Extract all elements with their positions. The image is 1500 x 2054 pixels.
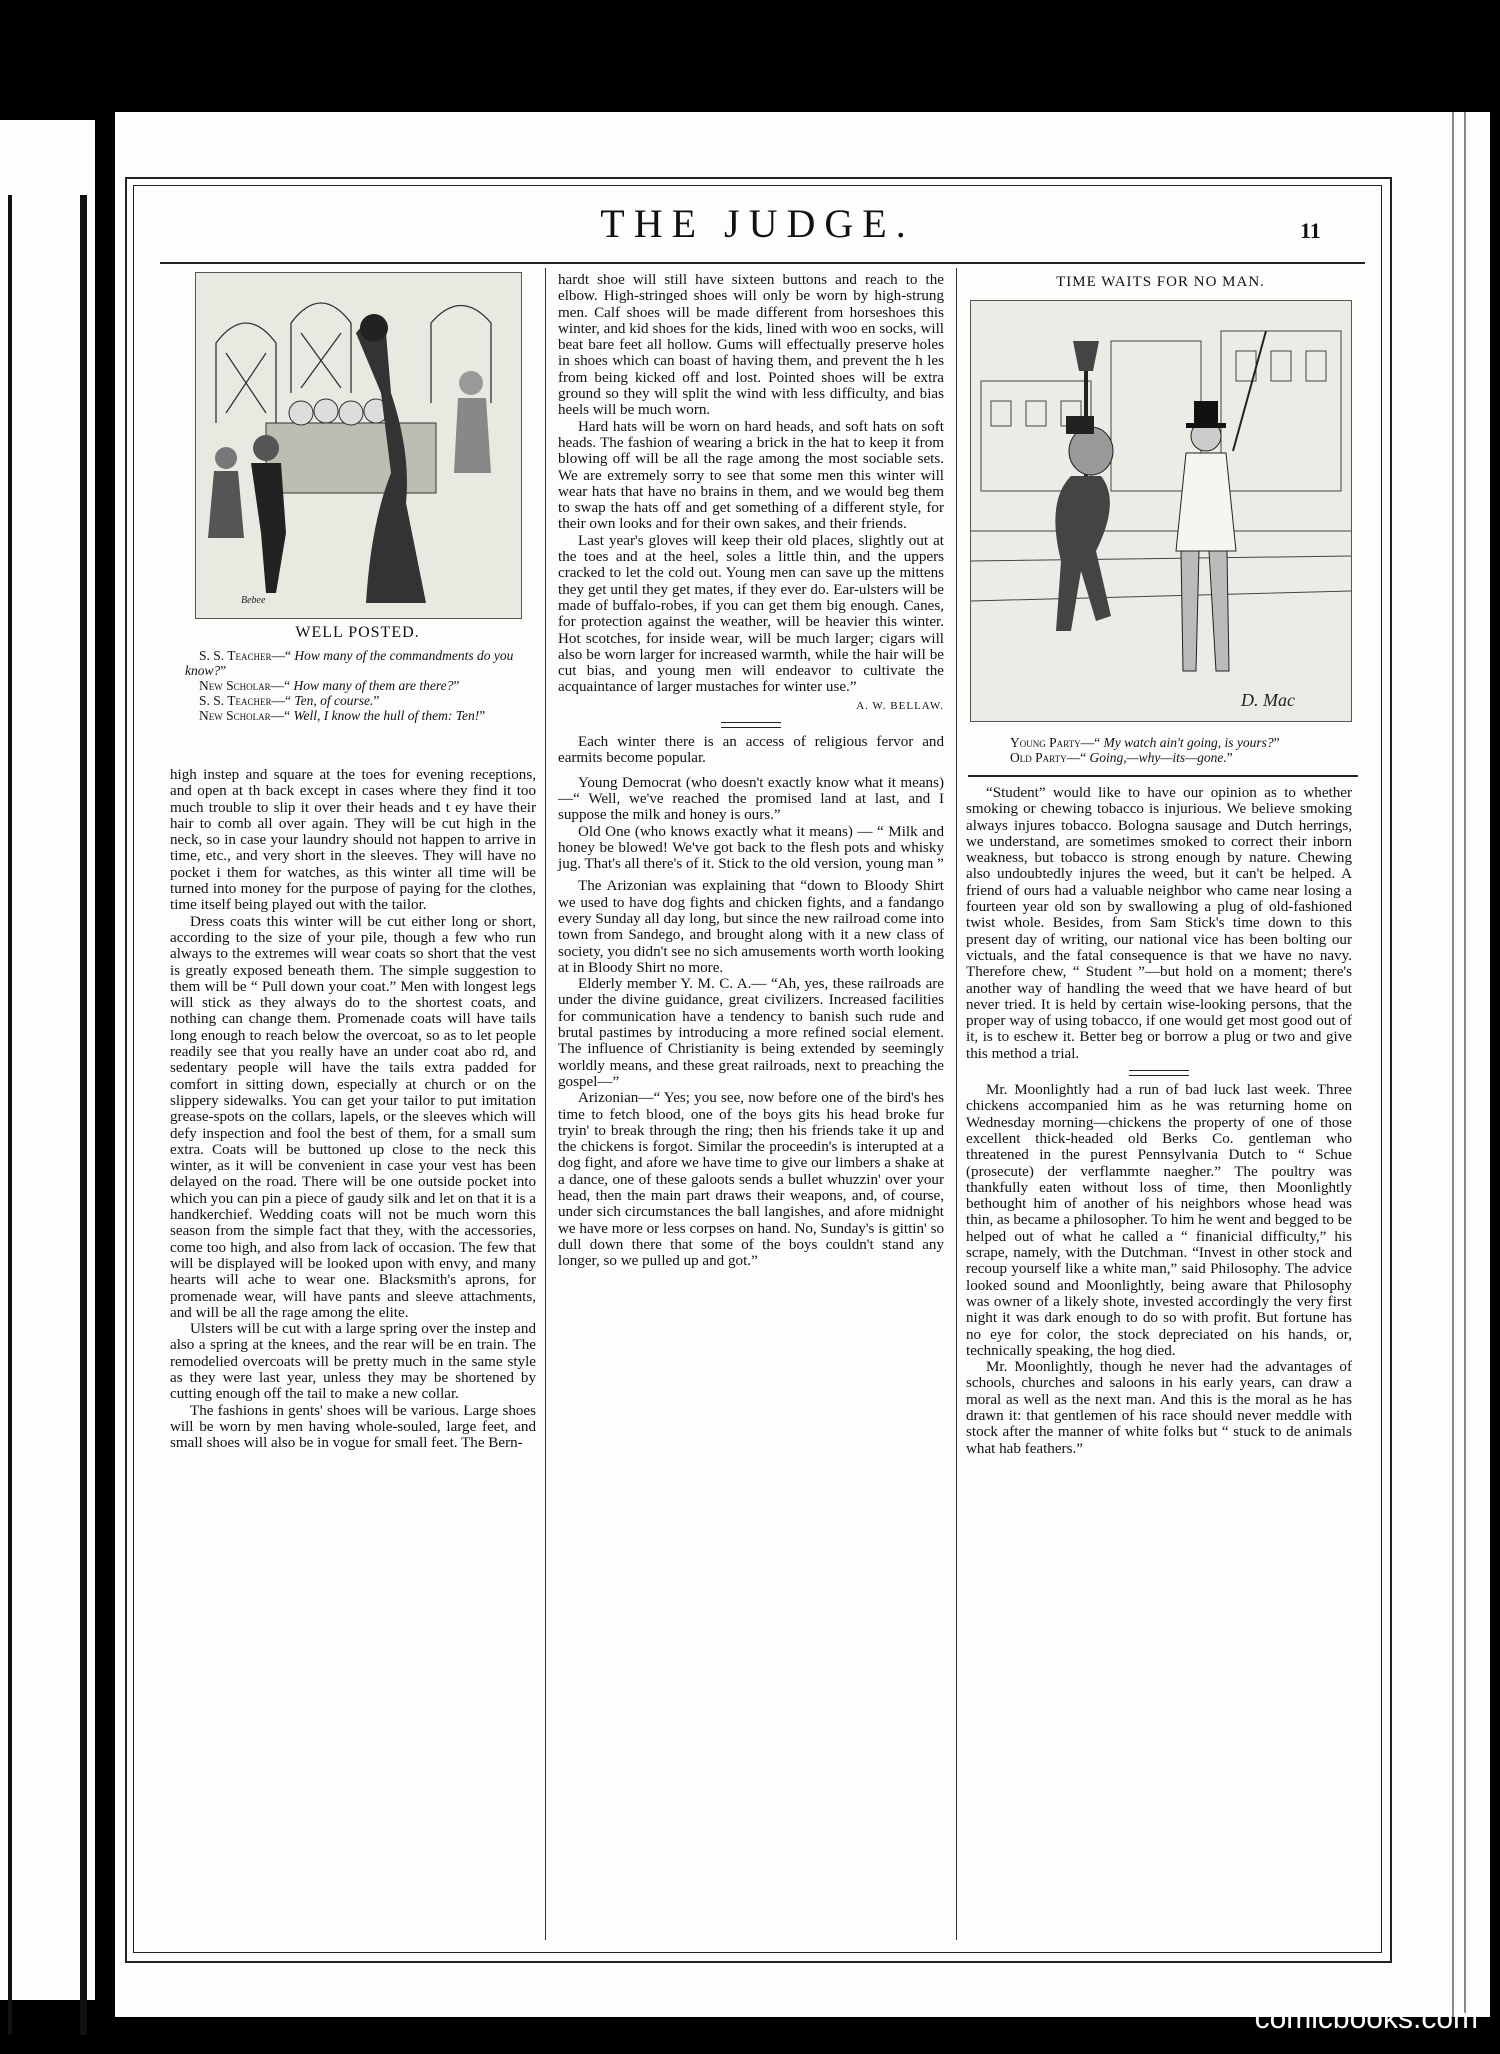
illustration-signature: Bebee [241,595,266,606]
article-paragraph: The Arizonian was explaining that “down to Bloody Shirt we used to have dog fights and chicken fights, and a fandango every Sunday all day long, but since the new railroad come into town from Sandego, and brought along with it a new class of society, you didn't see no sich amusements worth worth looking at in Bloody Shirt no more. [558,878,944,976]
time-waits-title: TIME WAITS FOR NO MAN. [1056,274,1265,290]
well-posted-illustration [195,272,522,619]
adjacent-page-strip [0,120,95,2000]
dialog-line: Ten, of course. [294,693,374,708]
speaker: S. S. Teacher [199,693,272,708]
well-posted-engraving [196,273,521,618]
article-paragraph: Mr. Moonlightly had a run of bad luck last week. Three chickens accompanied him as he was returning home on Wednesday morning—chickens the property of one of those excellent thick-headed old Berks Co. gentleman who threatened in the purest Pennsylvania Dutch to “ Schue (prosecute) der verflammte naegher.” The poultry was thankfully eaten without loss of time, then Moonlightly bethought him of another of his neighbors whose head was thin, as became a philosopher. To him he went and begged to be helped out of what he called a “ finanicial difficulty,” his scrape, namely, with the Dutchman. “Invest in other stock and recoup yourself like a white man,” said Philosophy. The advice looked sound and Moonlightly, being aware that Philosophy was owner of a likely shote, invested accordingly the very first night it was dark enough to do so with profit. But fortune has no eye for color, the stock depreciated on his hands, or, technically speaking, the hog died. [966,1082,1352,1359]
article-paragraph: Arizonian—“ Yes; you see, now before one of the bird's hes time to fetch blood, one of the boys gits his head broke fur tryin' to break through the ring; then his friends take it up and the chickens is forgot. Similar the proceedin's is interupted at a dog fight, and afore we have time to give our limbers a shake at a dance, one of these galoots sends a bullet whuzzin' over your head, then the main part draws their weapons, and, of course, under sich circumstances the ball langishes, and afore midnight we have more or less corpses on hand. No, Sunday's is gittin' so dull down there that some of the boys couldn't stand any longer, so we pulled up and got.” [558,1090,944,1270]
speaker: S. S. Teacher [199,648,272,663]
article-paragraph: Young Democrat (who doesn't exactly know what it means)—“ Well, we've reached the promised land at last, and I suppose the milk and honey is ours.” [558,774,944,824]
illustration-signature: D. Mac [1241,690,1295,710]
section-rule [721,722,781,728]
watermark: comicbooks.com [1254,2002,1478,2035]
column-divider [545,268,546,1940]
masthead-title: THE JUDGE. [600,201,915,246]
section-rule [968,775,1358,777]
article-paragraph: Dress coats this winter will be cut either long or short, according to the size of your pile, though a few who run always to the extremes will wear coats so short that the vest is greatly exposed beneath them. The simple suggestion to them will be “ Pull down your coat.” Men with longest legs will stick as they always do to the shortest coats, and nothing can change them. Promenade coats will have tails long enough to reach below the overcoat, so as to let people readily see that you really have an under coat abo rd, and sedentary people will have the tails extra padded for comfort in sitting down, especially at church or on the slippery sidewalks. You can get your tailor to put imitation grease-spots on the collars, lapels, or the sleeves which will defy inspection and fool the best of them, for a small sum extra. Coats will be buttoned up close to the neck this winter, as it will be convenient in case your vest has been delayed on the road. There will be one outside pocket into which you can pin a piece of gaudy silk and let on that it is a handkerchief. Wedding coats will not be much worn this season from the simple fact that they, with the accessories, come too high, and also from lack of occasion. The few that will be displayed will be looked upon with envy, and many hearts will ache to wear one. Blacksmith's aprons, for promenade wear, will have pants and sleeve attachments, and will be all the rage among the elite. [170,913,536,1321]
well-posted-title: WELL POSTED. [295,624,420,641]
column-1-article [170,767,536,1451]
column-3-articles [966,785,1352,1457]
well-posted-dialog: S. S. Teacher—“ How many of the commandments do you know?” New Scholar—“ How many of them are there?” S. S. Teacher—“ Ten, of course.” New Scholar—“ Well, I know the hull of them: Ten!” [185,648,514,723]
article-paragraph: Ulsters will be cut with a large spring over the instep and also a spring at the knees, and the rear will be en train. The remodelied overcoats will be pretty much in the same style as they were last year, unless they may be shortened by cutting enough off the tail to make a new collar. [170,1321,536,1403]
time-waits-engraving [971,301,1351,721]
time-waits-dialog: Young Party—“ My watch ain't going, is yours?” Old Party—“ Going,—why—its—gone.” [1010,735,1280,765]
article-paragraph: The fashions in gents' shoes will be various. Large shoes will be worn by men having whole-souled, large feet, and small shoes will also be in vogue for small feet. The Bern- [170,1402,536,1452]
column-2-articles [558,272,944,1270]
page-number: 11 [1300,218,1321,243]
article-paragraph: Each winter there is an access of religious fervor and earmits become popular. [558,734,944,767]
column-divider [956,268,957,1940]
time-waits-illustration [970,300,1352,722]
page-edge [1452,112,1466,2017]
author-signature: A. W. BELLAW. [856,699,944,712]
dialog-line: Going,—why—its—gone. [1089,750,1227,765]
article-paragraph: Hard hats will be worn on hard heads, and soft hats on soft heads. The fashion of wearing a brick in the hat to keep it from blowing off will be all the rage among the most sociable sets. We are extremely sorry to see that some men this winter will wear hats that have no brains in them, and we would beg them to swap the hats off and get something of a different style, for their own looks and for their own sakes, and their friends. [558,418,944,533]
adjacent-page-rule [80,195,87,2035]
article-paragraph: Old One (who knows exactly what it means) — “ Milk and honey be blowed! We've got back to the flesh pots and whisky jug. That's all there's of it. Stick to the old version, young man ” [558,823,944,873]
article-paragraph: high instep and square at the toes for evening receptions, and open at th back except in cases where they find it too much trouble to slip it over their heads and t ey have their hair to comb all over again. They will be cut high in the neck, so in case your laundry should not happen to arrive in time, etc., and very short in the sleeves. They will have no pocket i them for watches, as this winter all time will be turned into money for the purpose of paying for the clothes, time itself being played out with the tailor. [170,767,536,914]
dialog-line: How many of the commandments do you know? [185,648,514,678]
article-paragraph: “Student” would like to have our opinion as to whether smoking or chewing tobacco is injurious. We believe smoking always injures tobacco. Bologna sausage and Dutch herrings, we understand, are sometimes smoked to correct their inborn weakness, but tobacco is strong enough by nature. Chewing also undoubtedly injures the weed, but it can't be helped. A friend of ours had a valuable neighbor who came near losing a fourteen year old son by swallowing a plug of old-fashioned twist whole. Besides, from Sam Stick's time down to this present day of writing, our national vice has been bolting our victuals, and the fatal consequence is that we have no navy. Therefore chew, “ Student ”—but hold on a moment; there's another way of handling the weed that we have heard of but never tried. It is held by certain wise-looking persons, that the proper way of using tobacco, if one would get most good out of it, is to eschew it. Better beg or borrow a plug or two and give this method a trial. [966,785,1352,1062]
article-paragraph: Mr. Moonlightly, though he never had the advantages of schools, churches and saloons in his early years, can draw a moral as well as the next man. And this is the moral as he has drawn it: that gentlemen of his race should never meddle with stock after the manner of white folks but “ stuck to de animals what hab feathers.” [966,1359,1352,1457]
speaker: New Scholar [199,708,271,723]
adjacent-page-rule [8,195,12,2035]
speaker: New Scholar [199,678,271,693]
speaker: Old Party [1010,750,1067,765]
article-paragraph: Last year's gloves will keep their old places, slightly out at the toes and at the heel, soles a little thin, and the uppers cracked to let the cold out. Young men can save up the mittens they get until they get mates, if they ever do. Ear-ulsters will be made of buffalo-robes, if you can get them big enough. Canes, for protection against the weather, will be heavier this winter. Hot scotches, for inside wear, will be much larger; cigars will also be worn larger for increased warmth, while the hair will be cut bias, and young men will endeavor to cultivate the acquaintance of larger mustaches for winter use.” [558,532,944,696]
masthead-rule [160,262,1365,264]
dialog-line: Well, I know the hull of them: Ten! [293,708,480,723]
article-paragraph: Elderly member Y. M. C. A.— “Ah, yes, these railroads are under the divine guidance, great civilizers. Increased facilities for communication have a tendency to banish such rude and brutal pastimes by introducing a more refined social element. The influence of Christianity is being extended by seemingly worldly means, and these great railroads, next to preaching the gospel—” [558,976,944,1090]
section-rule [1129,1070,1189,1076]
article-paragraph: hardt shoe will still have sixteen buttons and reach to the elbow. High-stringed shoes will only be worn by high-strung men. Calf shoes will be made different from horseshoes this winter, and kid shoes for the kids, lined with woo en socks, will beat bare feet all hollow. Gums will effectually preserve holes in shoes which can boast of having them, and prevent the h les from being kicked off and lost. Pointed shoes will be extra ground so they will split the wind with less difficulty, and bias heels will be much worn. [558,272,944,419]
dialog-line: My watch ain't going, is yours? [1103,735,1274,750]
dialog-line: How many of them are there? [293,678,454,693]
speaker: Young Party [1010,735,1081,750]
